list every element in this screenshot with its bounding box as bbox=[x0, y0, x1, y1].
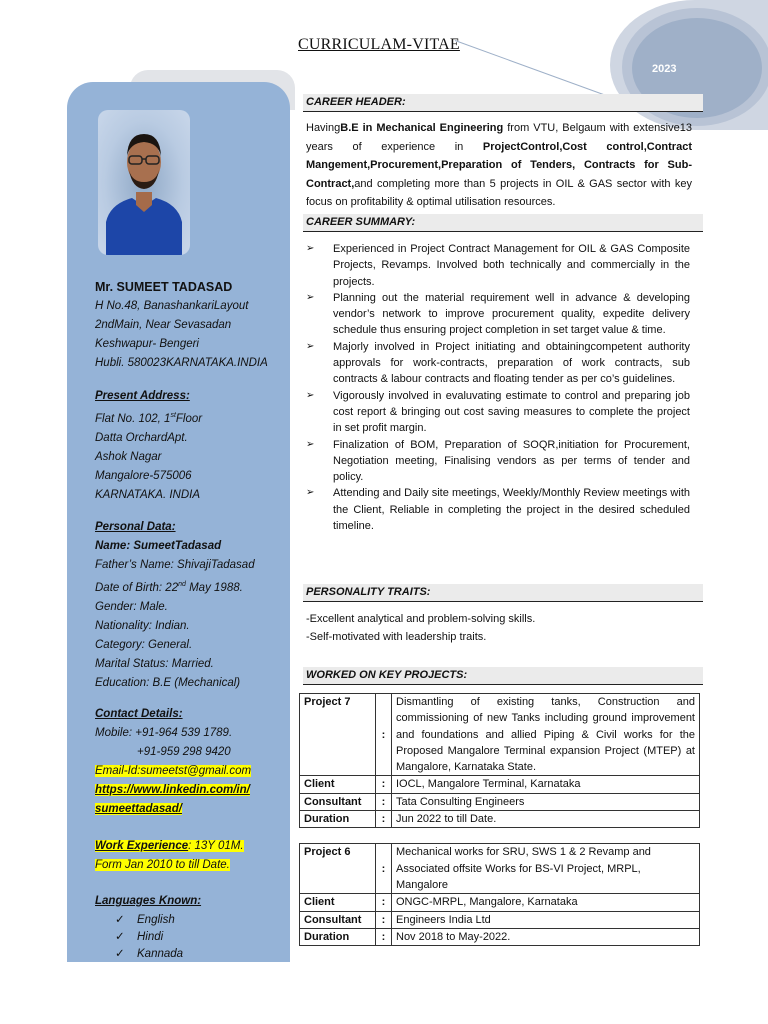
table-row bbox=[300, 811, 700, 828]
arrow-bullet-icon: ➢ bbox=[306, 487, 315, 499]
present-address-flat bbox=[95, 406, 202, 429]
decor-line bbox=[455, 40, 615, 99]
experience-line bbox=[95, 840, 244, 852]
address-line: Keshwapur- Bengeri bbox=[95, 338, 199, 350]
language-label: Hindi bbox=[137, 931, 164, 943]
address-line: Hubli. 580023KARNATAKA.INDIA bbox=[95, 357, 268, 369]
personal-line: Education: B.E (Mechanical) bbox=[95, 676, 241, 689]
colon-cell: : bbox=[376, 928, 392, 945]
trait-item: -Self-motivated with leadership traits. bbox=[306, 631, 487, 643]
arrow-bullet-icon: ➢ bbox=[306, 340, 315, 352]
duration-label: Duration bbox=[300, 811, 376, 828]
father-name: Father’s Name: ShivajiTadasad bbox=[95, 559, 255, 571]
summary-item bbox=[306, 339, 690, 388]
consultant-value: Engineers India Ltd bbox=[392, 911, 700, 928]
arrow-bullet-icon: ➢ bbox=[306, 389, 315, 401]
present-address-line: Ashok Nagar bbox=[95, 450, 162, 463]
table-row bbox=[300, 844, 700, 894]
project-description: Mechanical works for SRU, SWS 1 & 2 Revamp and Associated offsite Works for BS-VI Project, MRPL, Mangalore bbox=[392, 844, 700, 894]
language-label: English bbox=[137, 914, 175, 926]
table-row bbox=[300, 776, 700, 793]
address-line: H No.48, BanashankariLayout bbox=[95, 300, 249, 312]
table-row bbox=[300, 928, 700, 945]
checkmark-icon: ✓ bbox=[115, 948, 125, 960]
personal-name: Name: SumeetTadasad bbox=[95, 540, 222, 552]
summary-item bbox=[306, 290, 690, 339]
profile-block bbox=[95, 278, 268, 373]
summary-text: Vigorously involved in evaluvating estimate to control and preparing job cost report & bringing out cost saving measures to complete the project in set profit margin. bbox=[333, 389, 690, 435]
experience-block bbox=[95, 837, 244, 875]
colon-cell: : bbox=[376, 844, 392, 894]
profile-name: Mr. SUMEET TADASAD bbox=[95, 280, 233, 294]
consultant-label: Consultant bbox=[300, 793, 376, 810]
contact-block bbox=[95, 705, 251, 819]
table-row bbox=[300, 793, 700, 810]
language-label: Kannada bbox=[137, 948, 184, 960]
project-description: Dismantling of existing tanks, Construction and commissioning of new Tanks including ground improvement and foundations and allied Piping & Civil works for the Proposed Mangalore Terminal expansion Project (MTEP) at Mangalore, Karnataka State. bbox=[392, 694, 700, 776]
flat-suffix: Floor bbox=[175, 412, 203, 425]
table-row bbox=[300, 911, 700, 928]
table-row bbox=[300, 694, 700, 776]
languages-block bbox=[95, 893, 201, 963]
summary-item bbox=[306, 485, 690, 534]
language-item bbox=[95, 946, 201, 963]
arrow-bullet-icon: ➢ bbox=[306, 243, 315, 254]
email-link[interactable]: Email-Id:sumeetst@gmail.com bbox=[95, 765, 252, 777]
career-text-bold: B.E in Mechanical Engineering bbox=[340, 122, 504, 134]
career-text-part: Having bbox=[306, 122, 341, 134]
table-spacer bbox=[300, 828, 700, 844]
career-summary-list bbox=[306, 241, 690, 534]
present-address-line: Datta OrchardApt. bbox=[95, 431, 188, 444]
client-value: ONGC-MRPL, Mangalore, Karnataka bbox=[392, 894, 700, 911]
experience-since: Form Jan 2010 to till Date. bbox=[95, 859, 230, 871]
colon-cell: : bbox=[376, 894, 392, 911]
career-header-heading: CAREER HEADER: bbox=[303, 94, 703, 112]
person-silhouette-icon bbox=[98, 110, 190, 255]
year-label: 2023 bbox=[652, 63, 677, 75]
dob-suffix: May 1988. bbox=[185, 581, 243, 594]
linkedin-link[interactable]: https://www.linkedin.com/in/ bbox=[95, 784, 250, 796]
project-label: Project 6 bbox=[300, 844, 376, 894]
summary-text: Attending and Daily site meetings, Weekly/Monthly Review meetings with the Client, Reliable in completing the project in the desired scheduled timeline. bbox=[333, 487, 690, 533]
career-text-bold: ProjectControl,Cost control,Contract Mangement,Procurement,Preparation of Tenders, Contracts for Sub-Contract, bbox=[306, 140, 692, 190]
flat-sup: st bbox=[170, 412, 176, 419]
summary-item bbox=[306, 241, 690, 290]
table-row bbox=[300, 894, 700, 911]
summary-item bbox=[306, 437, 690, 486]
arrow-bullet-icon: ➢ bbox=[306, 291, 315, 303]
trait-item: -Excellent analytical and problem-solving skills. bbox=[306, 613, 536, 625]
languages-heading: Languages Known: bbox=[95, 895, 202, 907]
present-address-line: KARNATAKA. INDIA bbox=[95, 488, 201, 501]
flat-prefix: Flat No. 102, 1 bbox=[95, 412, 171, 425]
personality-traits-heading: PERSONALITY TRAITS: bbox=[303, 584, 703, 602]
checkmark-icon: ✓ bbox=[115, 931, 125, 943]
personal-line: Category: General. bbox=[95, 638, 193, 651]
profile-photo bbox=[98, 110, 190, 255]
project-label: Project 7 bbox=[300, 694, 376, 776]
personal-line: Marital Status: Married. bbox=[95, 657, 214, 670]
experience-label: Work Experience bbox=[95, 840, 189, 852]
dob-sup: nd bbox=[178, 581, 186, 588]
colon-cell: : bbox=[376, 793, 392, 810]
experience-value: : 13Y 01M. bbox=[188, 840, 244, 852]
colon-cell: : bbox=[376, 694, 392, 776]
checkmark-icon: ✓ bbox=[115, 914, 125, 926]
career-text-part: from VTU, Belgaum with extensive13 years of experience in bbox=[306, 122, 692, 153]
arrow-bullet-icon: ➢ bbox=[306, 438, 315, 450]
dob-prefix: Date of Birth: 22 bbox=[95, 581, 179, 594]
personal-data-heading: Personal Data: bbox=[95, 521, 176, 533]
colon-cell: : bbox=[376, 911, 392, 928]
contact-heading: Contact Details: bbox=[95, 708, 183, 720]
projects-heading: WORKED ON KEY PROJECTS: bbox=[303, 667, 703, 685]
client-label: Client bbox=[300, 894, 376, 911]
personal-line: Gender: Male. bbox=[95, 600, 168, 613]
date-of-birth bbox=[95, 575, 255, 598]
colon-cell: : bbox=[376, 776, 392, 793]
summary-text: Majorly involved in Project initiating and obtainingcompetent authority approvals for work-contracts, preparation of work contracts, sub contracts & labour contracts and floating tender as per co’s guidelines. bbox=[333, 340, 690, 386]
present-address-block bbox=[95, 387, 202, 505]
summary-text: Experienced in Project Contract Management for OIL & GAS Composite Projects, Revamps. Involved both technically and commercially in the projects. bbox=[333, 243, 690, 288]
duration-label: Duration bbox=[300, 928, 376, 945]
document-title: CURRICULAM-VITAE bbox=[298, 36, 460, 53]
address-line: 2ndMain, Near Sevasadan bbox=[95, 319, 232, 331]
linkedin-link-cont[interactable]: sumeettadasad/ bbox=[95, 803, 182, 815]
language-item bbox=[95, 912, 201, 929]
career-text-part: and completing more than 5 projects in OIL & GAS sector with key focus on profitability & optimal utilisation resources. bbox=[306, 177, 692, 208]
personal-line: Nationality: Indian. bbox=[95, 619, 190, 632]
summary-text: Planning out the material requirement well in advance & developing vendor’s network to improve procurement quality, expedite delivery schedule thus ensuring project completion in set target value & time. bbox=[333, 291, 690, 337]
personal-data-block bbox=[95, 518, 255, 693]
mobile-primary: Mobile: +91-964 539 1789. bbox=[95, 727, 233, 739]
client-value: IOCL, Mangalore Terminal, Karnataka bbox=[392, 776, 700, 793]
summary-item bbox=[306, 388, 690, 437]
consultant-value: Tata Consulting Engineers bbox=[392, 793, 700, 810]
career-summary-heading: CAREER SUMMARY: bbox=[303, 214, 703, 232]
present-address-heading: Present Address: bbox=[95, 390, 190, 402]
traits-list bbox=[306, 610, 535, 646]
language-item bbox=[95, 929, 201, 946]
consultant-label: Consultant bbox=[300, 911, 376, 928]
duration-value: Jun 2022 to till Date. bbox=[392, 811, 700, 828]
present-address-line: Mangalore-575006 bbox=[95, 469, 192, 482]
mobile-secondary: +91-959 298 9420 bbox=[137, 746, 231, 758]
projects-table bbox=[299, 693, 700, 946]
client-label: Client bbox=[300, 776, 376, 793]
career-header-text bbox=[306, 119, 692, 212]
colon-cell: : bbox=[376, 811, 392, 828]
summary-text: Finalization of BOM, Preparation of SOQR,initiation for Procurement, Negotiation meeting, Finalising vendors as per terms of tender and policy. bbox=[333, 438, 690, 484]
duration-value: Nov 2018 to May-2022. bbox=[392, 928, 700, 945]
